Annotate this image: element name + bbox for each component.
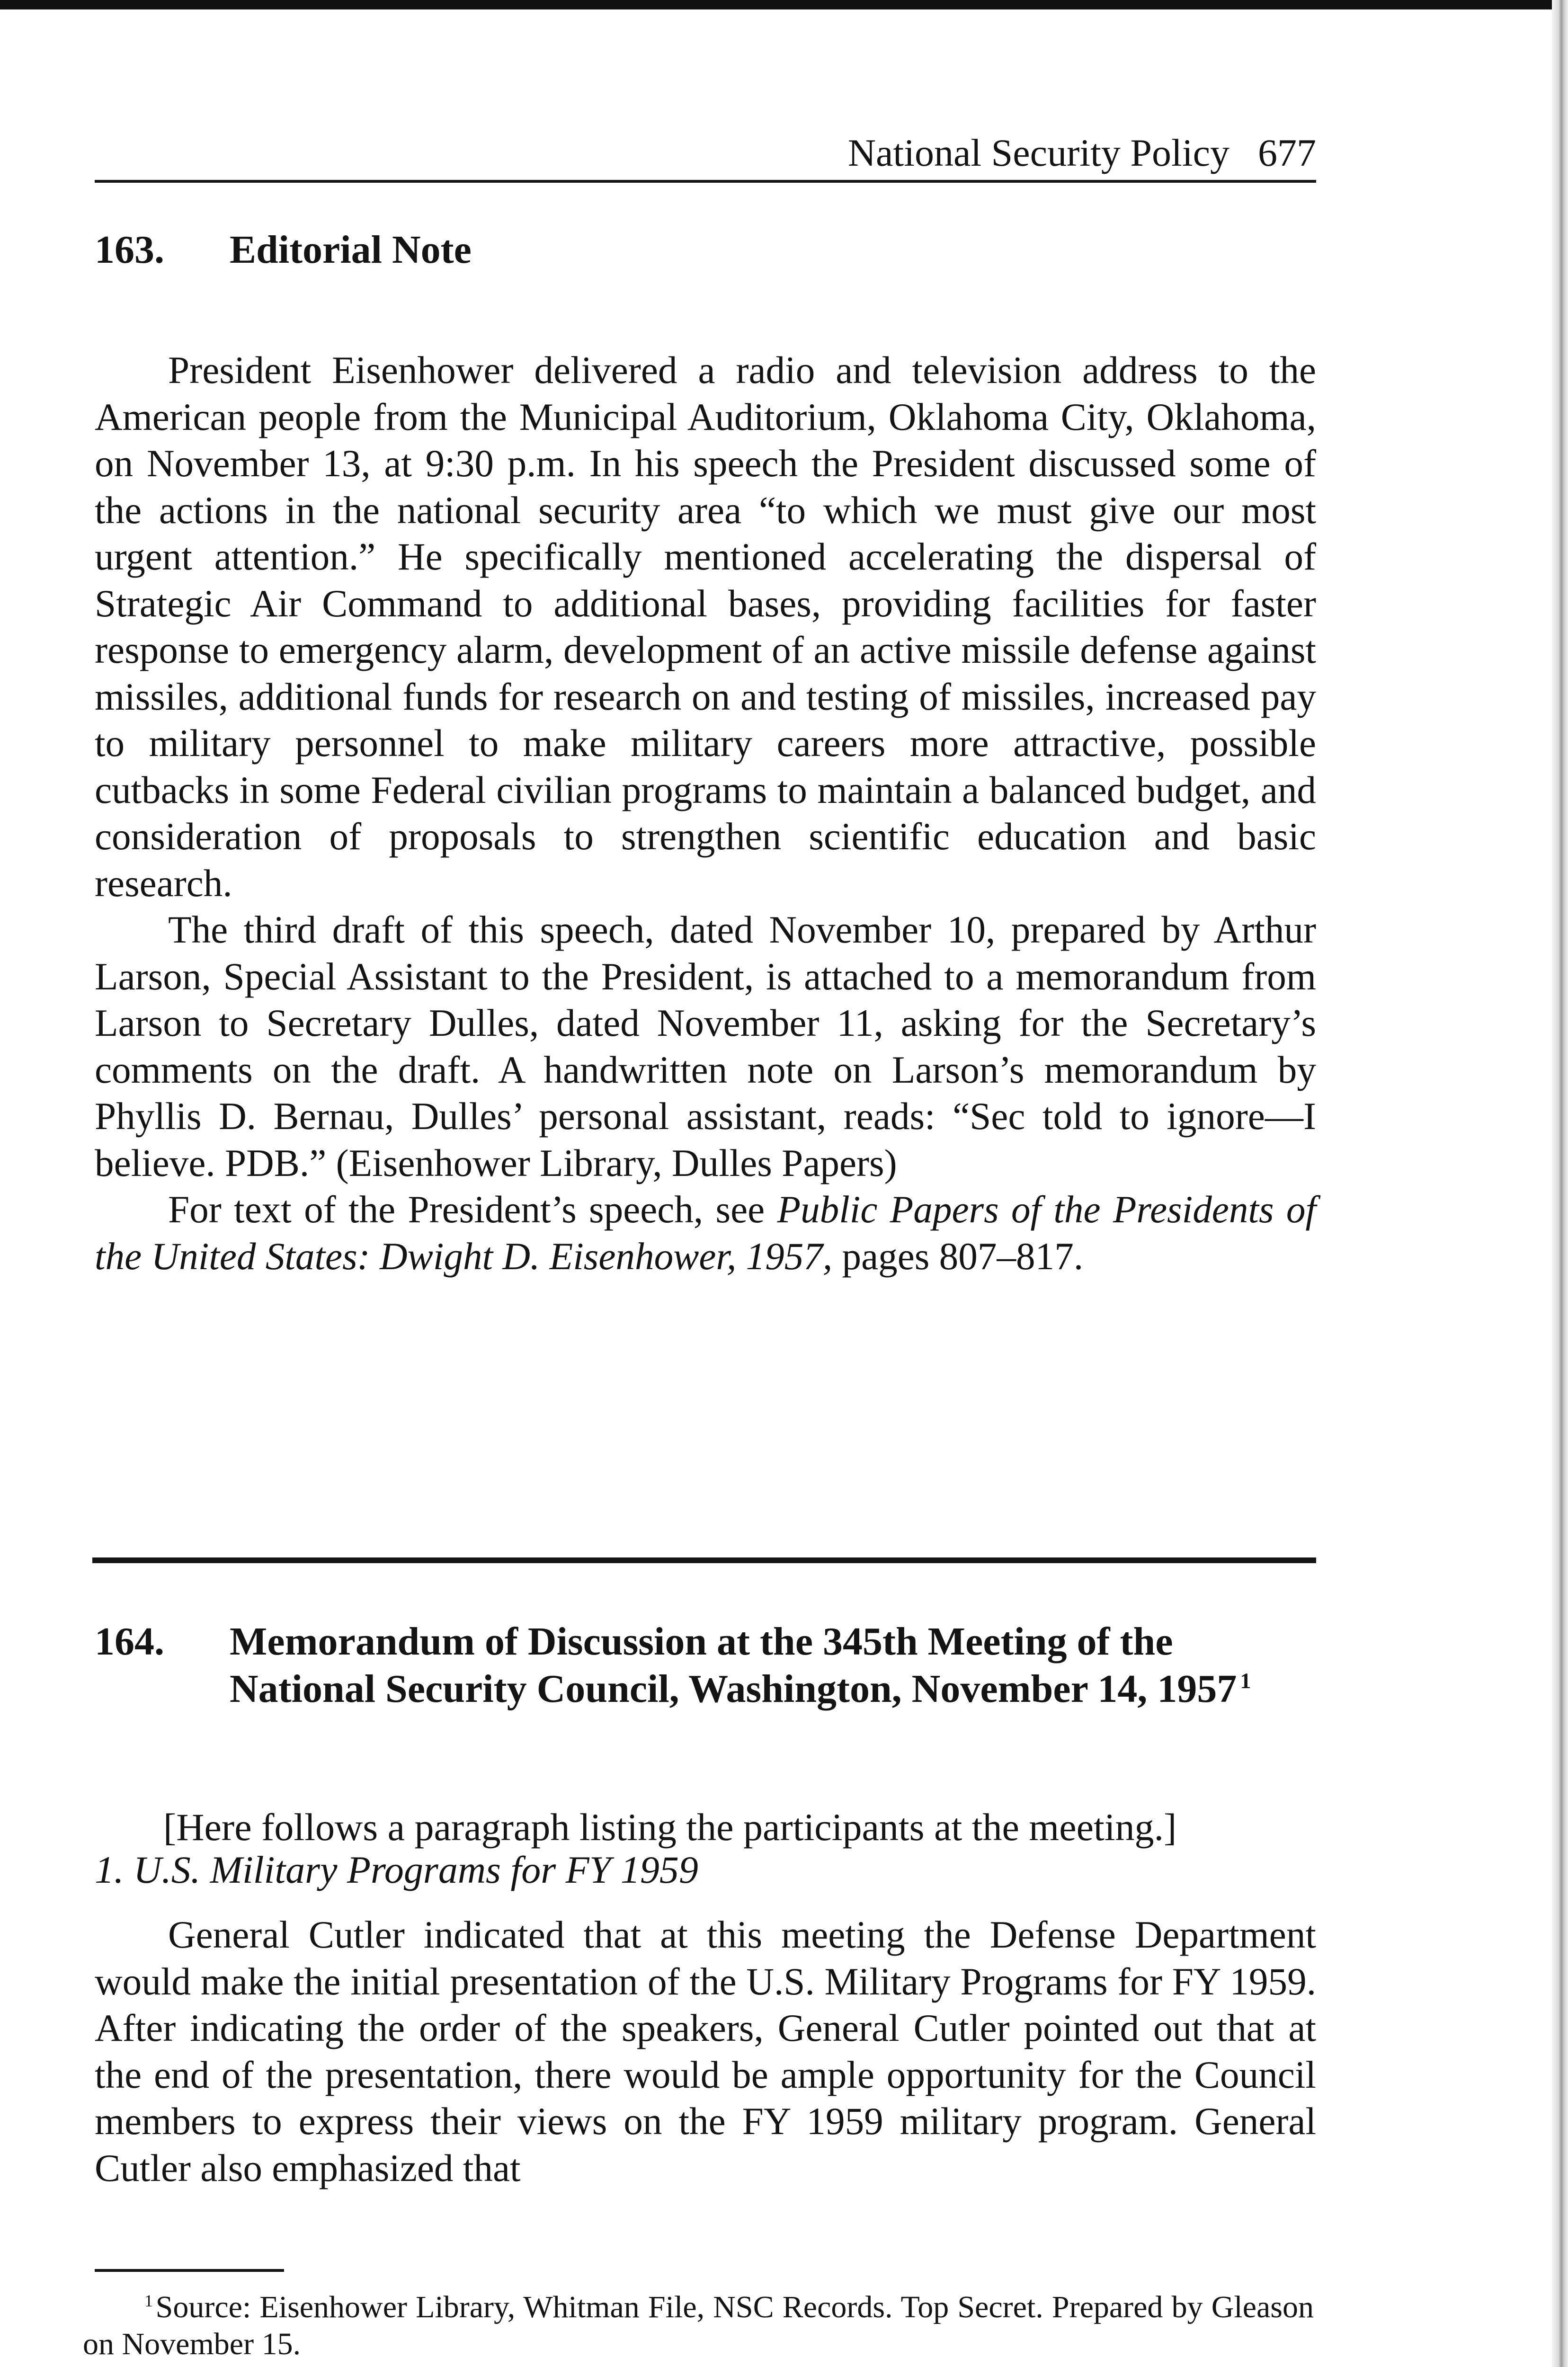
scan-top-edge [0,0,1568,9]
footnote-marker: 1 [144,2291,153,2310]
doc-163-title: Editorial Note [230,228,472,272]
participants-note: [Here follows a paragraph listing the participants at the meeting.] [163,1806,1177,1849]
page-header [95,128,1316,183]
section-subheading: 1. U.S. Military Programs for FY 1959 [95,1848,698,1891]
doc-163-closing-suffix: pages 807–817. [832,1235,1084,1278]
footnote-body [83,2289,1314,2363]
footnote-rule [95,2269,284,2272]
doc-164-number: 164. [95,1620,164,1664]
page-number: 677 [1258,131,1316,174]
doc-164-title-block [230,1618,1319,1713]
doc-164-paragraph-1: General Cutler indicated that at this meeting the Defense Department would make the initial presentation of the U.S. Military Programs for FY 1959. After indicating the order of the speakers, General Cutler pointed out that at the end of the presentation, there would be ample opportunity for the Council members to express their views on the FY 1959 military program. General Cutler also emphasized that [95,1913,1316,2189]
doc-163-paragraph-3 [95,1186,1316,1280]
doc-164-title: Memorandum of Discussion at the 345th Meeting of the National Security Council, Washington, November 14, 1957 [230,1620,1237,1711]
doc-163-paragraph-1: President Eisenhower delivered a radio and television address to the American people from the Municipal Auditorium, Oklahoma City, Oklahoma, on November 13, at 9:30 p.m. In his speech the President discussed some of the actions in the national security area “to which we must give our most urgent attention.” He specifically mentioned accelerating the dispersal of Strategic Air Command to additional bases, providing facilities for faster response to emergency alarm, development of an active missile defense against missiles, additional funds for research on and testing of missiles, increased pay to military personnel to make military careers more attractive, possible cutbacks in some Federal civilian programs to maintain a balanced budget, and consideration of proposals to strengthen scientific education and basic research. [95,349,1316,905]
doc-163-publication-title: Public Papers of the Presidents of the United States: Dwight D. Eisenhower, 1957, [95,1188,1316,1278]
doc-163-paragraph-2: The third draft of this speech, dated November 10, prepared by Arthur Larson, Special Assistant to the President, is attached to a memorandum from Larson to Secretary Dulles, dated November 11, asking for the Secretary’s comments on the draft. A handwritten note on Larson’s memorandum by Phyllis D. Bernau, Dulles’ personal assistant, reads: “Sec told to ignore—I believe. PDB.” (Eisenhower Library, Dulles Papers) [95,908,1316,1184]
doc-163-body [95,347,1316,1280]
doc-163-number: 163. [95,228,164,272]
running-title-text: National Security Policy [847,131,1229,174]
doc-163-closing-prefix: For text of the President’s speech, see [168,1188,777,1231]
doc-164-body [95,1912,1316,2191]
footnote-text: Source: Eisenhower Library, Whitman File, NSC Records. Top Secret. Prepared by Gleason on November 15. [83,2290,1314,2361]
footnote [83,2289,1314,2363]
section-divider [92,1557,1316,1563]
running-title [848,127,1316,179]
scan-right-edge [1552,0,1568,2367]
doc-164-footnote-ref: 1 [1240,1669,1251,1693]
